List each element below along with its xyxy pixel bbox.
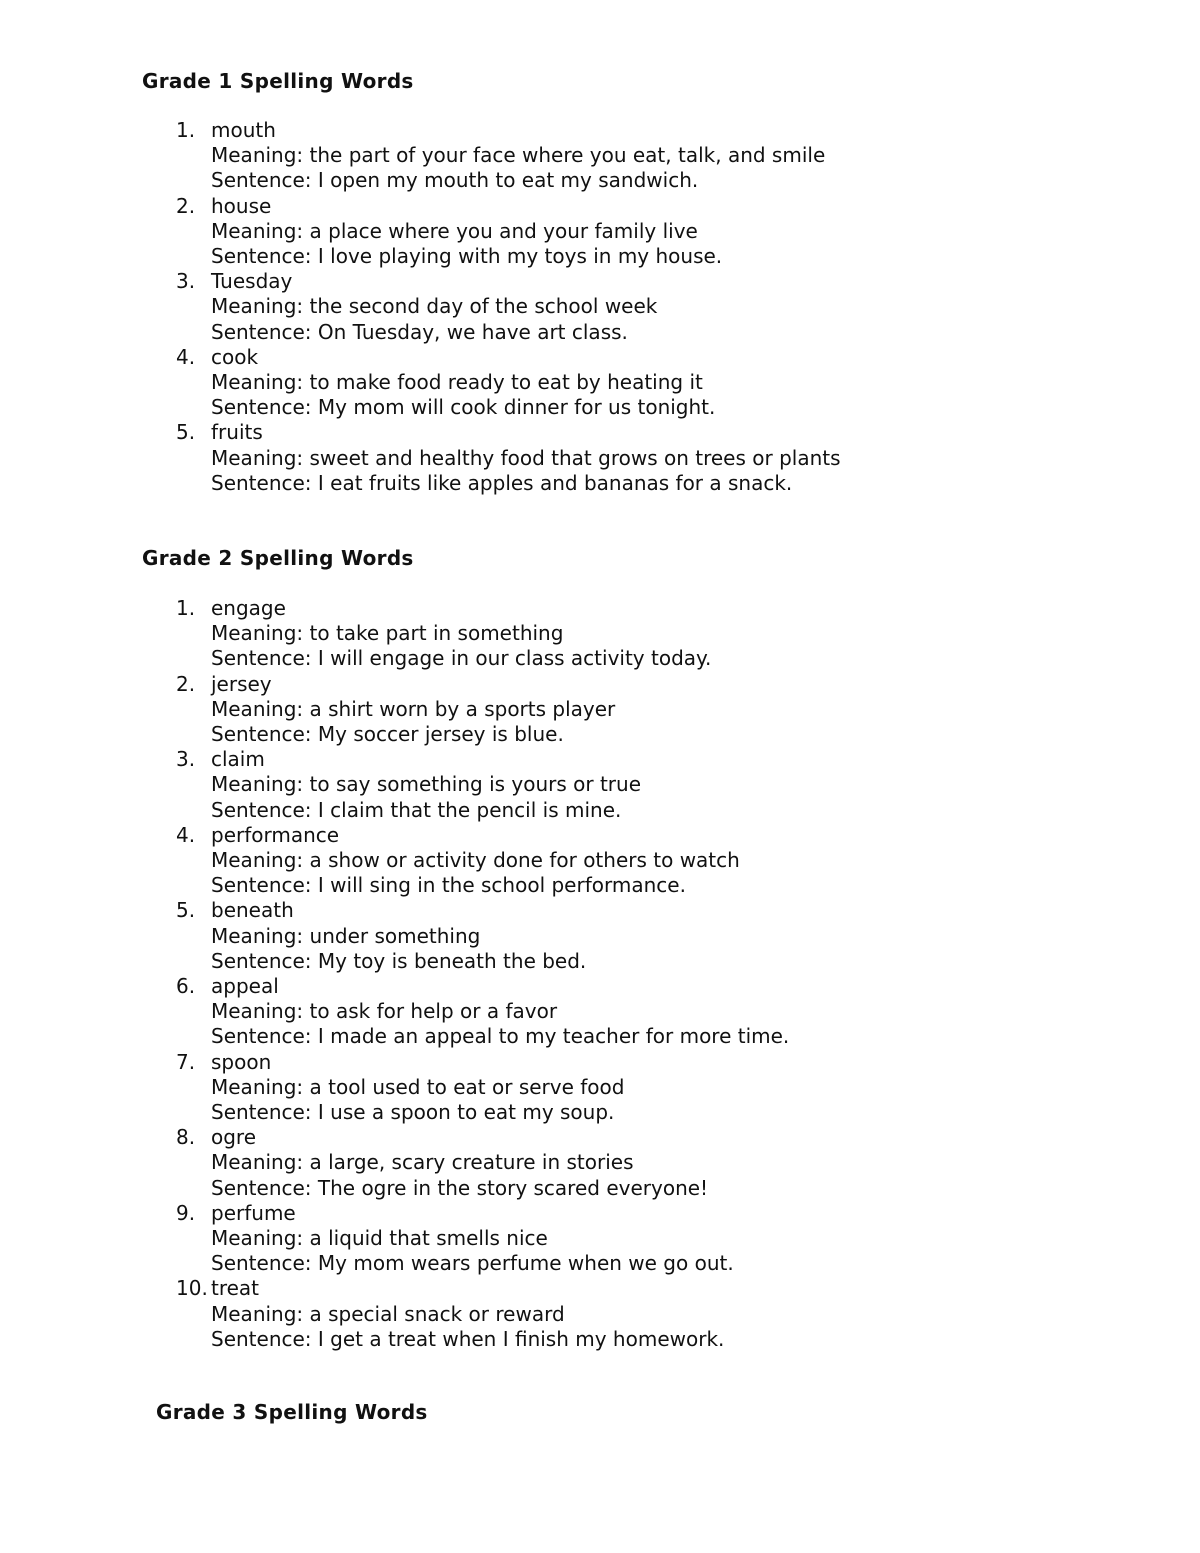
list-item (0, 672, 789, 748)
spelling-word: treat (211, 1276, 260, 1301)
example-sentence: Sentence: I will engage in our class activity today. (211, 646, 712, 671)
example-sentence: Sentence: I claim that the pencil is mine. (211, 797, 622, 822)
word-meaning: Meaning: to take part in something (211, 621, 564, 646)
list-item (0, 974, 789, 1050)
spelling-word: cook (211, 344, 259, 369)
spelling-word: performance (211, 822, 340, 847)
word-meaning: Meaning: to say something is yours or true (211, 772, 642, 797)
example-sentence: Sentence: I love playing with my toys in my house. (211, 244, 723, 269)
grade-2-heading: Grade 2 Spelling Words (142, 546, 414, 570)
item-number: 2. (176, 671, 196, 696)
word-meaning: Meaning: sweet and healthy food that grows on trees or plants (211, 445, 841, 470)
example-sentence: Sentence: My mom will cook dinner for us tonight. (211, 395, 716, 420)
list-item (0, 118, 841, 194)
list-item (0, 1125, 789, 1201)
item-number: 1. (176, 596, 196, 620)
spelling-word: appeal (211, 974, 279, 999)
list-item (0, 823, 789, 899)
item-number: 9. (176, 1200, 196, 1225)
spelling-word: fruits (211, 420, 263, 445)
item-number: 7. (176, 1049, 196, 1074)
word-meaning: Meaning: a special snack or reward (211, 1301, 565, 1326)
word-meaning: Meaning: to ask for help or a favor (211, 999, 558, 1024)
list-item (0, 194, 841, 270)
list-item (0, 898, 789, 974)
grade-3-heading: Grade 3 Spelling Words (156, 1400, 428, 1424)
word-meaning: Meaning: a place where you and your family live (211, 218, 698, 243)
word-meaning: Meaning: the part of your face where you eat, talk, and smile (211, 143, 826, 168)
example-sentence: Sentence: I made an appeal to my teacher for more time. (211, 1024, 790, 1049)
item-number: 8. (176, 1125, 196, 1150)
spelling-word: Tuesday (211, 269, 293, 294)
list-item (0, 1201, 789, 1277)
example-sentence: Sentence: The ogre in the story scared everyone! (211, 1175, 709, 1200)
spelling-word: ogre (211, 1125, 257, 1150)
item-number: 1. (176, 118, 196, 142)
item-number: 10. (176, 1276, 208, 1301)
word-meaning: Meaning: a shirt worn by a sports player (211, 696, 616, 721)
grade-1-heading: Grade 1 Spelling Words (142, 69, 414, 93)
item-number: 4. (176, 822, 196, 847)
example-sentence: Sentence: On Tuesday, we have art class. (211, 319, 628, 344)
word-meaning: Meaning: a show or activity done for others to watch (211, 848, 740, 873)
example-sentence: Sentence: I will sing in the school performance. (211, 873, 686, 898)
example-sentence: Sentence: My mom wears perfume when we go out. (211, 1251, 734, 1276)
list-item (0, 420, 841, 496)
example-sentence: Sentence: My toy is beneath the bed. (211, 948, 587, 973)
example-sentence: Sentence: I use a spoon to eat my soup. (211, 1100, 615, 1125)
word-meaning: Meaning: the second day of the school week (211, 294, 658, 319)
word-meaning: Meaning: a liquid that smells nice (211, 1226, 548, 1251)
list-item (0, 747, 789, 823)
item-number: 6. (176, 974, 196, 999)
item-number: 5. (176, 898, 196, 923)
example-sentence: Sentence: I get a treat when I finish my homework. (211, 1326, 725, 1351)
spelling-word: house (211, 193, 272, 218)
word-meaning: Meaning: to make food ready to eat by heating it (211, 370, 703, 395)
spelling-word: jersey (211, 671, 272, 696)
grade-1-word-list (0, 118, 841, 496)
item-number: 5. (176, 420, 196, 445)
word-meaning: Meaning: a tool used to eat or serve food (211, 1074, 625, 1099)
item-number: 3. (176, 269, 196, 294)
spelling-word: beneath (211, 898, 294, 923)
item-number: 3. (176, 747, 196, 772)
word-meaning: Meaning: under something (211, 923, 481, 948)
list-item (0, 269, 841, 345)
item-number: 4. (176, 344, 196, 369)
spelling-word: perfume (211, 1200, 296, 1225)
list-item (0, 1276, 789, 1352)
list-item (0, 1050, 789, 1126)
item-number: 2. (176, 193, 196, 218)
list-item (0, 596, 789, 672)
list-item (0, 345, 841, 421)
spelling-word: claim (211, 747, 265, 772)
spelling-word: spoon (211, 1049, 272, 1074)
example-sentence: Sentence: I open my mouth to eat my sandwich. (211, 168, 699, 193)
grade-2-word-list (0, 596, 789, 1352)
example-sentence: Sentence: My soccer jersey is blue. (211, 722, 564, 747)
spelling-word: mouth (211, 118, 276, 142)
spelling-word: engage (211, 596, 286, 620)
word-meaning: Meaning: a large, scary creature in stories (211, 1150, 634, 1175)
example-sentence: Sentence: I eat fruits like apples and bananas for a snack. (211, 470, 793, 495)
